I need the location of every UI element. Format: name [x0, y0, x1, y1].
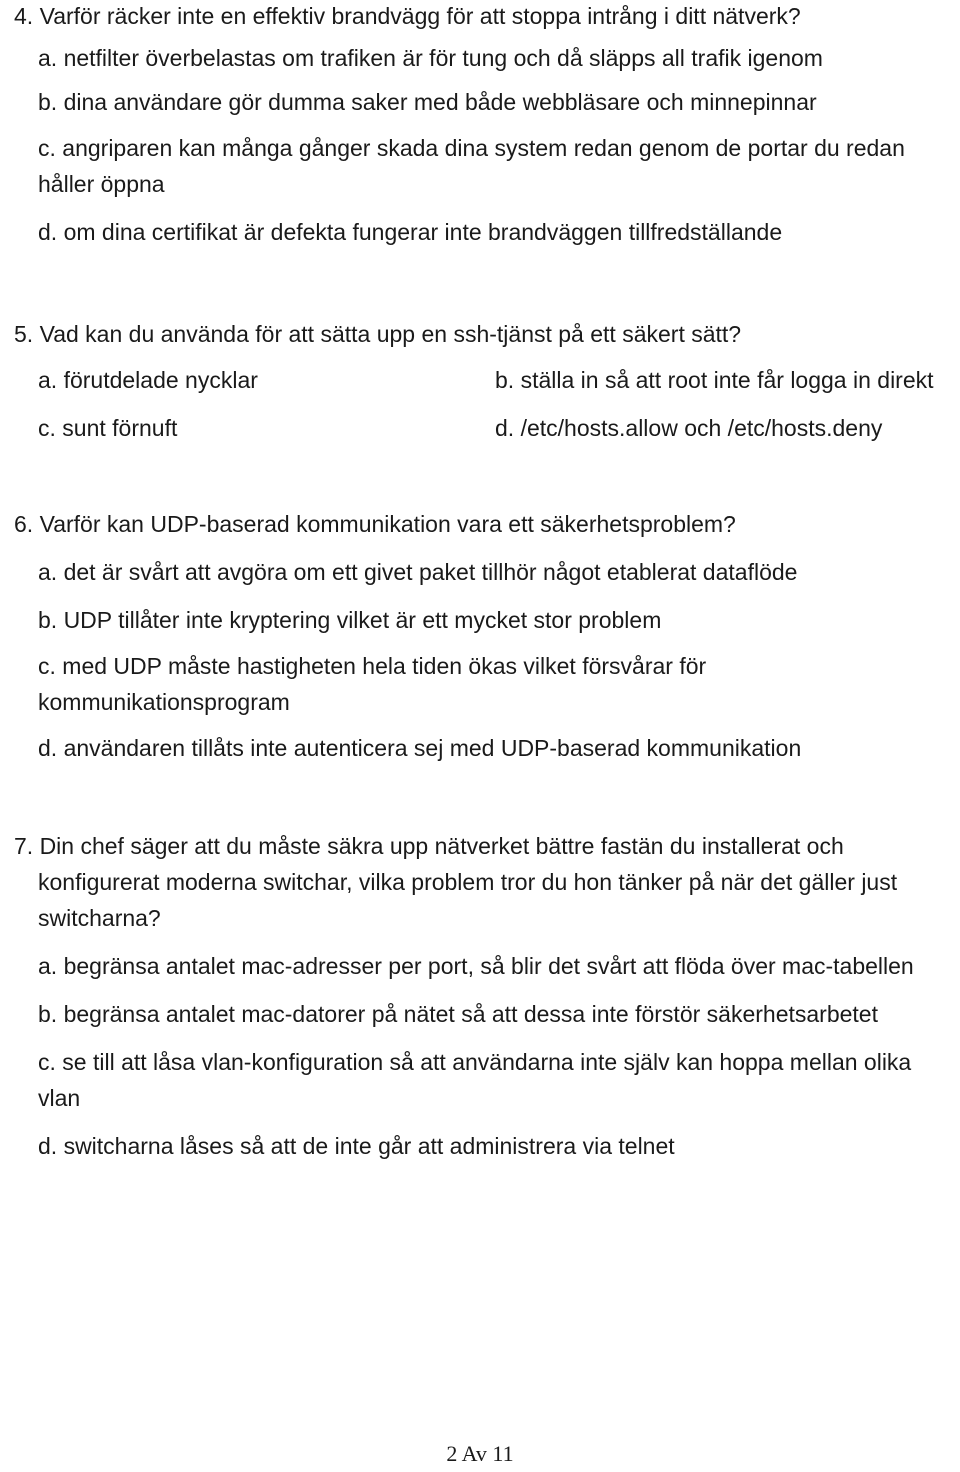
answer-option-a: a. det är svårt att avgöra om ett givet paket tillhör något etablerat dataflöde: [38, 559, 798, 585]
question-title: 7. Din chef säger att du måste säkra upp nätverket bättre fastän du installerat och konfigurerat moderna switchar, vilka problem tror du hon tänker på när det gäller just switcharna?: [14, 833, 898, 931]
answer-option-b: b. ställa in så att root inte får logga in direkt: [495, 367, 934, 393]
answer-option-b: b. dina användare gör dumma saker med både webbläsare och minnepinnar: [38, 89, 817, 115]
answer-option-c: c. se till att låsa vlan-konfiguration så att användarna inte själv kan hoppa mellan olika vlan: [38, 1049, 912, 1111]
answer-options-grid: [14, 362, 950, 458]
answer-option-b: b. UDP tillåter inte kryptering vilket är ett mycket stor problem: [38, 607, 662, 633]
question-title: 6. Varför kan UDP-baserad kommunikation vara ett säkerhetsproblem?: [14, 511, 736, 537]
answer-option-b: b. begränsa antalet mac-datorer på nätet så att dessa inte förstör säkerhetsarbetet: [38, 1001, 878, 1027]
question-title: 4. Varför räcker inte en effektiv brandvägg för att stoppa intrång i ditt nätverk?: [14, 3, 801, 29]
answer-option-a: a. begränsa antalet mac-adresser per port, så blir det svårt att flöda över mac-tabellen: [38, 953, 914, 979]
question-title: 5. Vad kan du använda för att sätta upp en ssh-tjänst på ett säkert sätt?: [14, 321, 742, 347]
answer-option-c: c. sunt förnuft: [38, 415, 178, 441]
page-number: 2 Av 11: [446, 1441, 514, 1466]
question-4: [14, 0, 950, 250]
answer-option-c: c. med UDP måste hastigheten hela tiden ökas vilket försvårar för kommunikationsprogram: [38, 653, 707, 715]
question-7: [14, 828, 950, 1164]
question-6: [14, 506, 950, 766]
answer-option-d: d. switcharna låses så att de inte går att administrera via telnet: [38, 1133, 675, 1159]
answer-option-a: a. netfilter överbelastas om trafiken är för tung och då släpps all trafik igenom: [38, 45, 823, 71]
answer-option-d: d. om dina certifikat är defekta fungerar inte brandväggen tillfredställande: [38, 219, 783, 245]
question-5: [14, 316, 950, 458]
answer-option-c: c. angriparen kan många gånger skada dina system redan genom de portar du redan håller öppna: [38, 135, 905, 197]
answer-option-a: a. förutdelade nycklar: [38, 367, 258, 393]
answer-option-d: d. /etc/hosts.allow och /etc/hosts.deny: [495, 415, 883, 441]
answer-option-d: d. användaren tillåts inte autenticera sej med UDP-baserad kommunikation: [38, 735, 802, 761]
